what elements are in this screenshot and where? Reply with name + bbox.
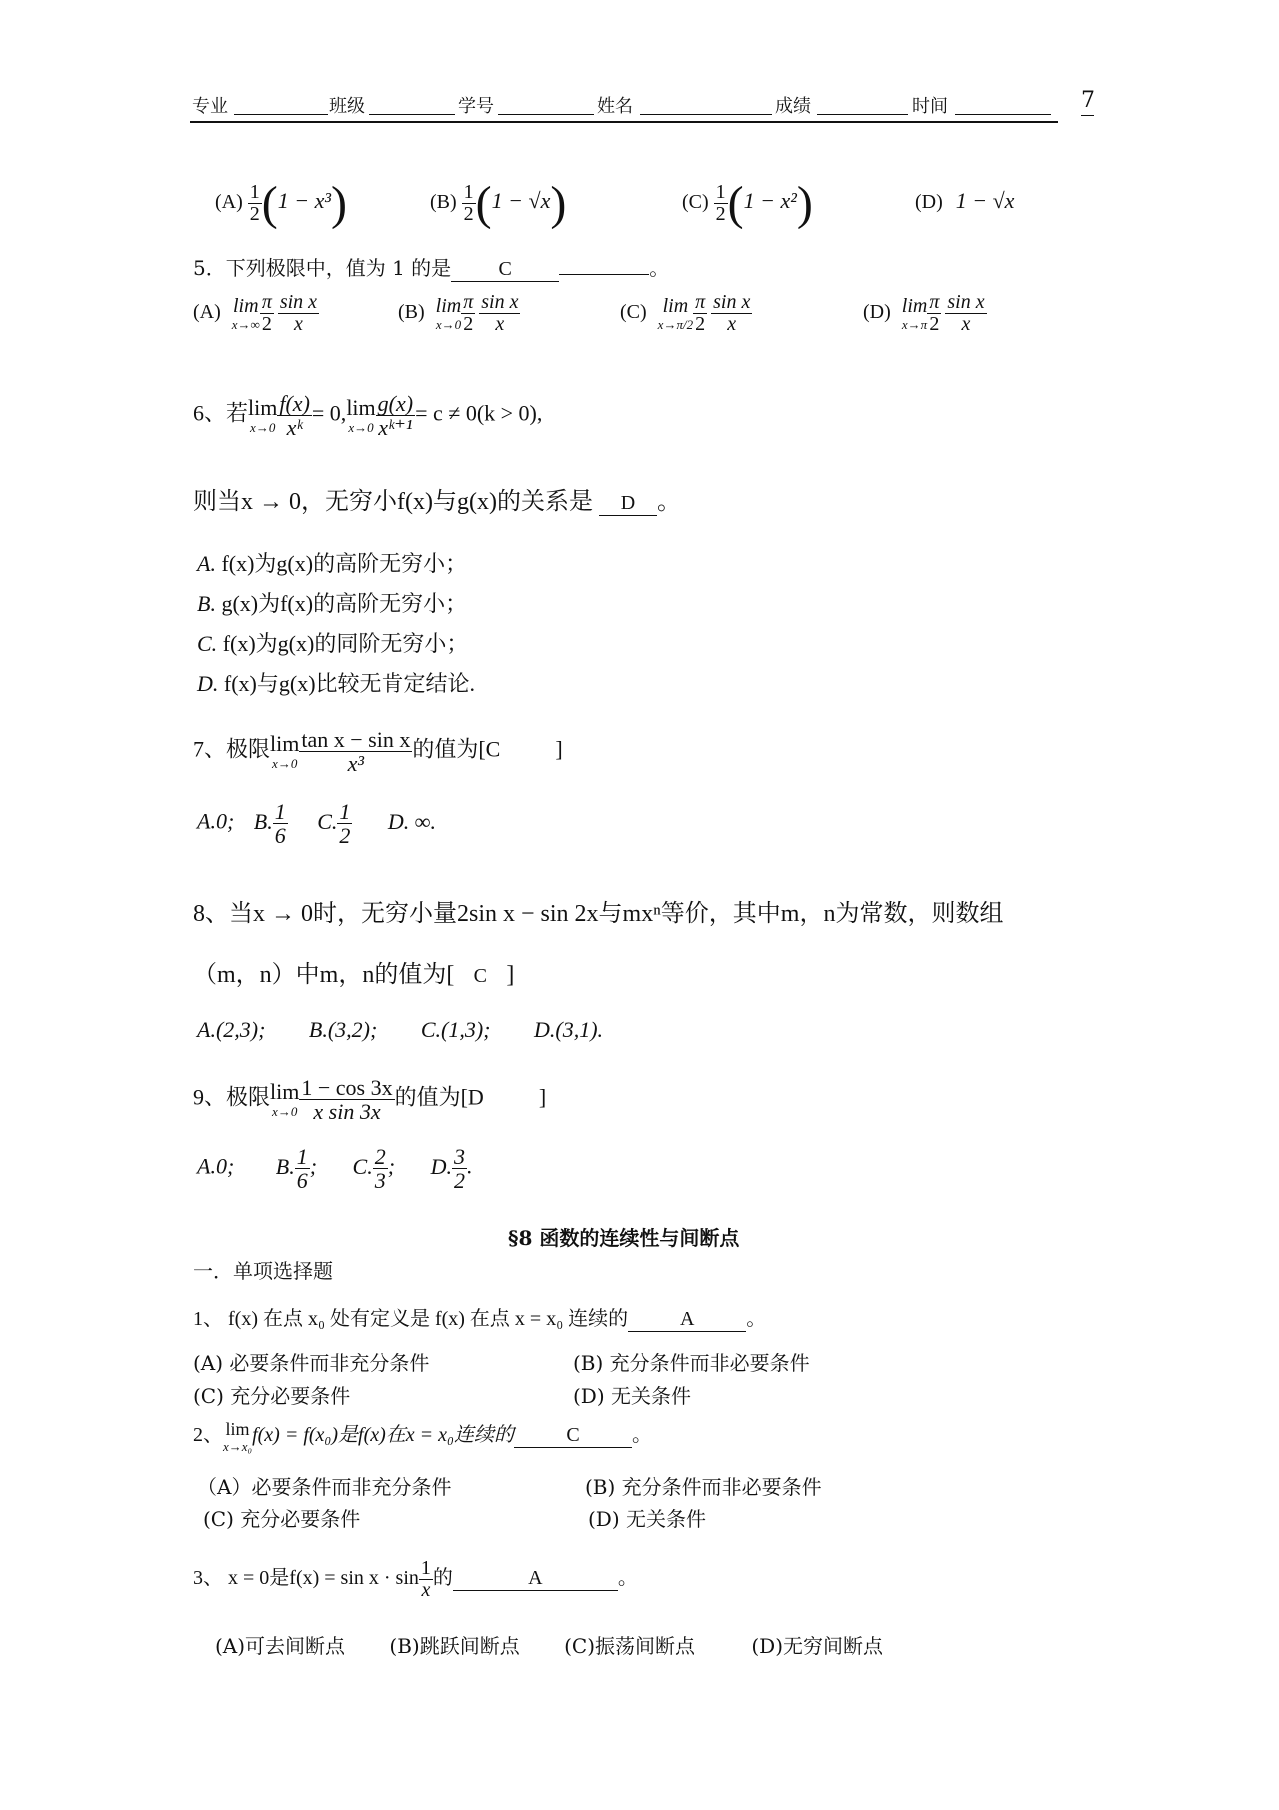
q4-option-d: (D) 1 − √x	[915, 188, 1015, 213]
section-subtitle: 一．单项选择题	[193, 1259, 333, 1283]
header-blank-student-id[interactable]	[498, 114, 594, 115]
page-number-underline	[1081, 115, 1094, 116]
s8-q2-option-b: (B) 充分条件而非必要条件	[585, 1475, 822, 1499]
header-field-class: 班级	[329, 96, 365, 117]
q6-line2: 则当x → 0，无穷小f(x)与g(x)的关系是 D 。	[193, 489, 681, 515]
q5-stem: 5．下列极限中，值为 1 的是 C 。	[193, 256, 670, 280]
s8-q1-option-c: (C) 充分必要条件	[193, 1384, 351, 1408]
q5-option-b: (B) lim x→0 $\frac{\pi}{2}$ $\frac{\text{sin x}}{x}$	[398, 291, 519, 335]
header-field-name: 姓名	[597, 96, 633, 117]
q4-option-c: (C) $\frac{1}{2}$ (1 − x²)	[682, 177, 813, 230]
s8-q1-stem: 1、 f(x) 在点 x₀ 处有定义是 f(x) 在点 x = x₀ 连续的 A 。	[193, 1308, 767, 1330]
header-blank-score[interactable]	[817, 114, 908, 115]
q5-answer-blank	[451, 258, 559, 282]
q4-option-a: (A) $\frac{1}{2}$ (1 − x³)	[215, 177, 347, 230]
q5-option-c: (C) lim x→π/2 $\frac{\pi}{2}$ $\frac{\text{sin x}}{x}$	[620, 291, 751, 335]
q6-answer-blank	[599, 492, 657, 516]
s8-q1-option-a: (A) 必要条件而非充分条件	[193, 1351, 430, 1375]
q5-answer: C	[498, 258, 512, 280]
q6-choice-b: B. g(x)为f(x)的高阶无穷小；	[197, 591, 468, 616]
s8-q2-answer-blank	[514, 1424, 632, 1448]
q6-answer: D	[620, 492, 636, 514]
q7-stem: 7、极限lim x→0 $\frac{\text{tan x − sin x}}{\text{x³}}$ 的值为[C ]	[193, 727, 563, 777]
s8-q2-option-a: （A）必要条件而非充分条件	[197, 1475, 452, 1499]
q8-answer: C	[473, 965, 487, 987]
q4-option-b-coef: $\frac{1}{2}$	[463, 181, 474, 225]
q8-line1: 8、当x → 0时，无穷小量2sin x − sin 2x与mxⁿ等价，其中m，n为常数，则数组	[193, 901, 1004, 927]
page-number: 7	[1081, 88, 1095, 113]
s8-q2-option-d: (D) 无关条件	[588, 1507, 706, 1531]
header-field-major: 专业	[192, 96, 228, 117]
q9-choices: A.0; B. $\frac{1}{6}$ ; C. $\frac{2}{3}$ ; D. $\frac{3}{2}$ .	[197, 1144, 473, 1194]
header-field-student-id: 学号	[458, 96, 494, 117]
header-blank-name[interactable]	[640, 114, 772, 115]
s8-q1-option-d: (D) 无关条件	[573, 1384, 691, 1408]
q6-stem: 6、若lim x→0 $\frac{f(x)}{\text{xᵏ}}$ = 0,lim x→0 $\frac{g(x)}{\text{xᵏ⁺¹}}$ = c ≠ 0(k > 0),	[193, 391, 543, 441]
header-blank-class[interactable]	[369, 114, 455, 115]
s8-q2-stem: 2、 lim x→x₀ f(x) = f(x₀)是f(x)在x = x₀连续的 C 。	[193, 1418, 652, 1454]
header-field-score: 成绩	[775, 96, 811, 117]
q8-line2: （m，n）中m，n的值为[ C ]	[193, 962, 515, 988]
header-field-time: 时间	[912, 96, 948, 117]
s8-q3-answer: A	[528, 1567, 543, 1590]
s8-q1-answer-blank	[628, 1308, 746, 1332]
s8-q1-option-b: (B) 充分条件而非必要条件	[573, 1351, 810, 1375]
s8-q2-option-c: (C) 充分必要条件	[203, 1507, 361, 1531]
s8-q2-answer: C	[566, 1424, 580, 1446]
q6-choice-c: C. f(x)为g(x)的同阶无穷小；	[197, 631, 469, 656]
q5-option-a: (A) lim x→∞ $\frac{\pi}{2}$ $\frac{\text{sin x}}{x}$	[193, 291, 318, 335]
q7-choices: A.0; B. $\frac{1}{6}$ C. $\frac{1}{2}$ D. ∞.	[197, 799, 436, 849]
header-rule	[190, 121, 1058, 123]
q6-choice-d: D. f(x)与g(x)比较无肯定结论.	[197, 671, 476, 696]
s8-q3-answer-blank	[453, 1567, 618, 1591]
section-title: §8 函数的连续性与间断点	[508, 1226, 740, 1250]
q6-choice-a: A. f(x)为g(x)的高阶无穷小；	[197, 551, 468, 576]
q4-option-a-coef: $\frac{1}{2}$	[249, 181, 260, 225]
header-blank-time[interactable]	[955, 114, 1051, 115]
header-blank-major[interactable]	[234, 114, 328, 115]
q5-option-d: (D) lim x→π $\frac{\pi}{2}$ $\frac{\text{sin x}}{x}$	[863, 291, 985, 335]
s8-q3-options: (A)可去间断点 (B)跳跃间断点 (C)振荡间断点 (D)无穷间断点	[215, 1634, 884, 1658]
s8-q1-answer: A	[679, 1308, 695, 1330]
q8-choices: A.(2,3); B.(3,2); C.(1,3); D.(3,1).	[197, 1017, 604, 1042]
q4-option-c-coef: $\frac{1}{2}$	[715, 181, 726, 225]
q4-option-b: (B) $\frac{1}{2}$ (1 − √x)	[430, 177, 567, 230]
s8-q3-stem: 3、 x = 0是f(x) = sin x · sin $\frac{1}{x}$ 的 A 。	[193, 1557, 638, 1601]
q9-stem: 9、极限lim x→0 $\frac{1 - \cos 3x}{\text{x sin 3x}}$ 的值为[D ]	[193, 1075, 547, 1125]
